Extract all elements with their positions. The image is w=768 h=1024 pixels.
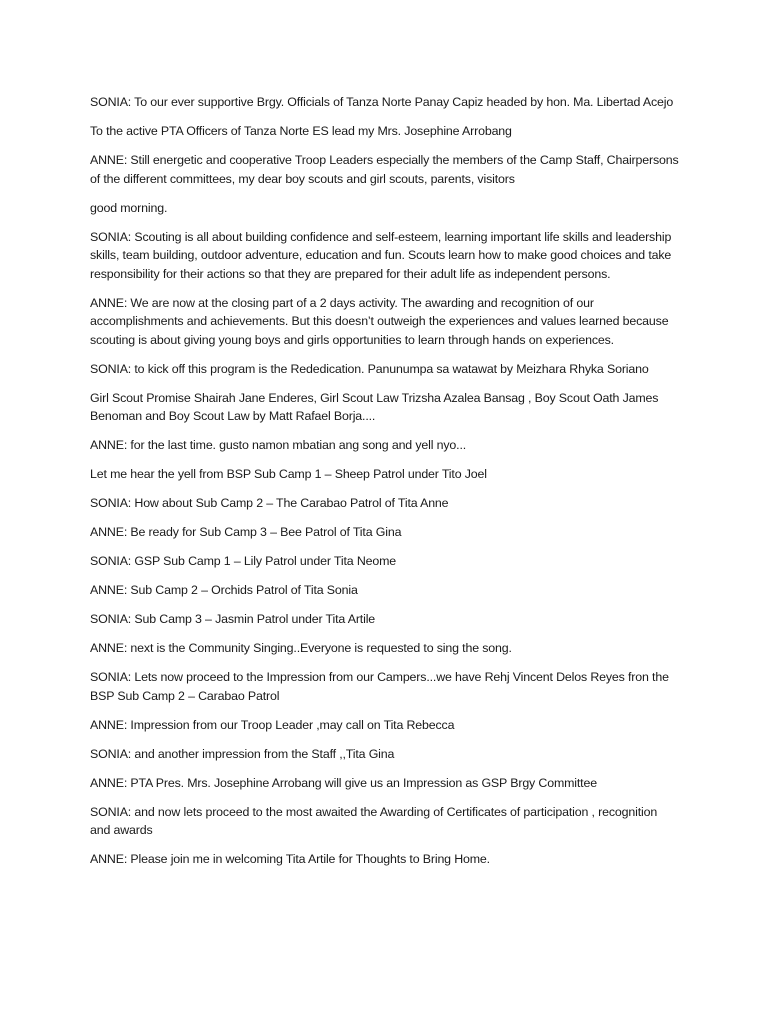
paragraph-21: SONIA: and now lets proceed to the most awaited the Awarding of Certificates of participation , recognition and awards [90,804,658,837]
paragraph-22: ANNE: Please join me in welcoming Tita Artile for Thoughts to Bring Home. [90,852,490,866]
paragraph-9: ANNE: for the last time. gusto namon mbatian ang song and yell nyo... [90,438,467,452]
paragraph-10: Let me hear the yell from BSP Sub Camp 1 – Sheep Patrol under Tito Joel [90,467,487,481]
paragraph-4: good morning. [90,200,168,215]
paragraph-20: ANNE: PTA Pres. Mrs. Josephine Arrobang will give us an Impression as GSP Brgy Committee [90,775,597,790]
paragraph-19: SONIA: and another impression from the Staff ,,Tita Gina [90,746,395,761]
paragraph-2: To the active PTA Officers of Tanza Norte ES lead my Mrs. Josephine Arrobang [90,124,512,138]
paragraph-18: ANNE: Impression from our Troop Leader ,may call on Tita Rebecca [90,717,455,732]
paragraph-6: ANNE: We are now at the closing part of a 2 days activity. The awarding and recognition of our accomplishments and achievements. But this doesn’t outweigh the experiences and values learned because scouting is about giving young boys and girls opportunities to learn through hands on experiences. [90,295,669,347]
paragraph-13: SONIA: GSP Sub Camp 1 – Lily Patrol under Tita Neome [90,554,397,568]
paragraph-1: SONIA: To our ever supportive Brgy. Officials of Tanza Norte Panay Capiz headed by hon. Ma. Libertad Acejo [90,95,674,109]
program-script [90,93,680,879]
paragraph-17: SONIA: Lets now proceed to the Impression from our Campers...we have Rehj Vincent Delos Reyes fron the BSP Sub Camp 2 – Carabao Patrol [90,670,669,703]
paragraph-15: SONIA: Sub Camp 3 – Jasmin Patrol under Tita Artile [90,612,376,626]
paragraph-3: ANNE: Still energetic and cooperative Troop Leaders especially the members of the Camp Staff, Chairpersons of the different committees, my dear boy scouts and girl scouts, parents, visitors [90,153,679,186]
paragraph-5: SONIA: Scouting is all about building confidence and self-esteem, learning important life skills and leadership skills, team building, outdoor adventure, education and fun. Scouts learn how to make good choices and take responsibility for their actions so that they are prepared for their adult life as independent persons. [90,229,672,281]
paragraph-12: ANNE: Be ready for Sub Camp 3 – Bee Patrol of Tita Gina [90,525,402,539]
paragraph-8: Girl Scout Promise Shairah Jane Enderes, Girl Scout Law Trizsha Azalea Bansag , Boy Scout Oath James Benoman and Boy Scout Law by Matt Rafael Borja.... [90,390,659,423]
paragraph-7: SONIA: to kick off this program is the Rededication. Panunumpa sa watawat by Meizhara Rhyka Soriano [90,361,649,376]
paragraph-11: SONIA: How about Sub Camp 2 – The Carabao Patrol of Tita Anne [90,496,449,510]
paragraph-16: ANNE: next is the Community Singing..Everyone is requested to sing the song. [90,641,512,655]
paragraph-14: ANNE: Sub Camp 2 – Orchids Patrol of Tita Sonia [90,583,358,597]
